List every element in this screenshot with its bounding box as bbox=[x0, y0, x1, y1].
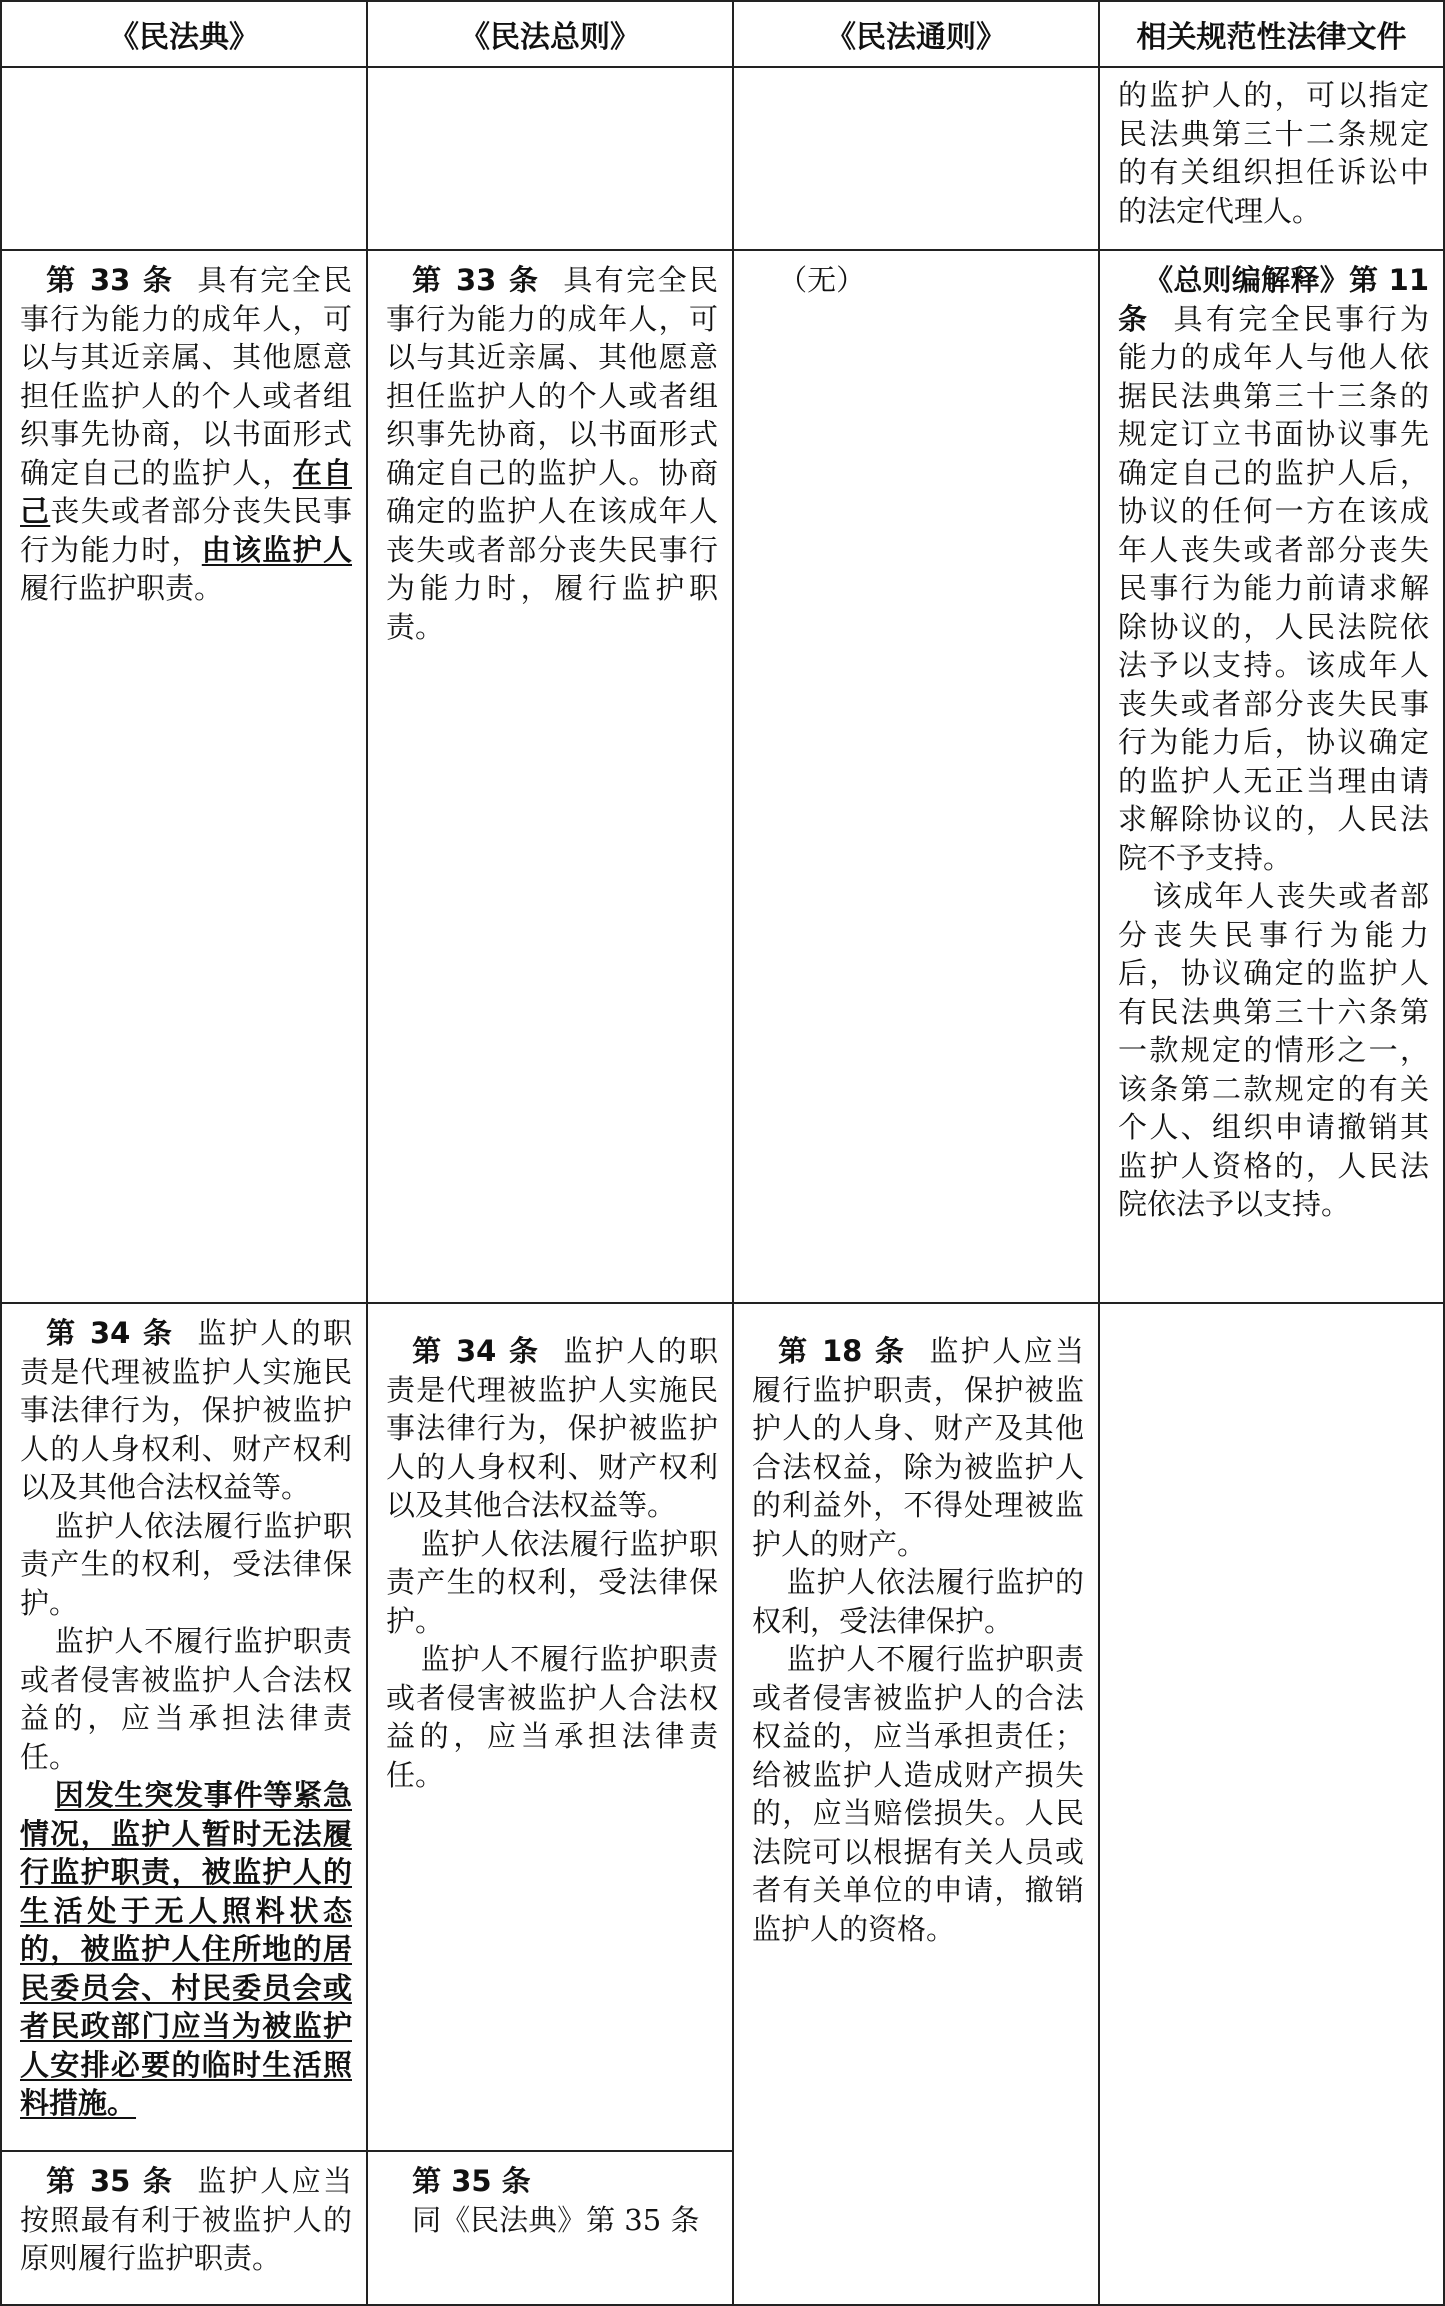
same-as-reference: 同《民法典》第 35 条 bbox=[412, 2202, 700, 2237]
row2-col1 bbox=[0, 1302, 368, 2152]
row1-col4 bbox=[1098, 249, 1445, 1304]
article-number: 第 34 条 bbox=[46, 1316, 175, 1350]
header-general-principles: 《民法通则》 bbox=[732, 0, 1100, 68]
paragraph-3: 监护人不履行监护职责或者侵害被监护人合法权益的，应当承担法律责任。 bbox=[386, 1642, 718, 1792]
source-reference: 《总则编解释》第 11 条 bbox=[1118, 263, 1429, 336]
header-general-provisions: 《民法总则》 bbox=[366, 0, 734, 68]
article-35-general-provisions-heading bbox=[386, 2162, 718, 2201]
article-33-general-provisions: 第 33 条 具有完全民事行为能力的成年人，可以与其近亲属、其他愿意担任监护人的个人或者组织事先协商，以书面形式确定自己的监护人。协商确定的监护人在该成年人丧失或者部分丧失民事行为能力时，履行监护职责。 bbox=[386, 263, 718, 644]
article-number: 第 33 条 bbox=[412, 263, 541, 297]
paragraph-3: 监护人不履行监护职责或者侵害被监护人合法权益的，应当承担法律责任。 bbox=[20, 1624, 352, 1774]
article-35-civil-code: 第 35 条 监护人应当按照最有利于被监护人的原则履行监护职责。 bbox=[20, 2164, 352, 2275]
paragraph-3: 监护人不履行监护职责或者侵害被监护人的合法权益的，应当承担责任；给被监护人造成财产损失的，应当赔偿损失。人民法院可以根据有关人员或者有关单位的申请，撤销监护人的资格。 bbox=[752, 1642, 1084, 1946]
row1-col3 bbox=[732, 249, 1100, 1304]
article-number: 第 35 条 bbox=[46, 2164, 175, 2198]
row0-col1 bbox=[0, 66, 368, 251]
article-number: 第 18 条 bbox=[778, 1334, 907, 1368]
row1-col1 bbox=[0, 249, 368, 1304]
none-marker: （无） bbox=[778, 263, 866, 297]
interpretation-paragraph-2: 该成年人丧失或者部分丧失民事行为能力后，协议确定的监护人有民法典第三十六条第一款规定的情形之一，该条第二款规定的有关个人、组织申请撤销其监护人资格的，人民法院依法予以支持。 bbox=[1118, 879, 1429, 1221]
new-paragraph-4: 因发生突发事件等紧急情况，监护人暂时无法履行监护职责，被监护人的生活处于无人照料状态的，被监护人住所地的居民委员会、村民委员会或者民政部门应当为被监护人安排必要的临时生活照料措施。 bbox=[20, 1778, 352, 2120]
row3-col1 bbox=[0, 2150, 368, 2306]
article-33-civil-code: 第 33 条 具有完全民事行为能力的成年人，可以与其近亲属、其他愿意担任监护人的个人或者组织事先协商，以书面形式确定自己的监护人，在自己丧失或者部分丧失民事行为能力时，由该监护人履行监护职责。 bbox=[20, 263, 352, 605]
row1-col2 bbox=[366, 249, 734, 1304]
continuation-text: 的监护人的，可以指定民法典第三十二条规定的有关组织担任诉讼中的法定代理人。 bbox=[1118, 78, 1429, 228]
article-number: 第 35 条 bbox=[412, 2164, 531, 2198]
article-34-general-provisions: 第 34 条 监护人的职责是代理被监护人实施民事法律行为，保护被监护人的人身权利、财产权利以及其他合法权益等。 bbox=[386, 1334, 718, 1522]
paragraph-2: 监护人依法履行监护职责产生的权利，受法律保护。 bbox=[20, 1508, 352, 1620]
amended-text: 由该监护人 bbox=[201, 532, 352, 567]
article-number: 第 33 条 bbox=[46, 263, 175, 297]
header-related-documents: 相关规范性法律文件 bbox=[1098, 0, 1445, 68]
header-civil-code: 《民法典》 bbox=[0, 0, 368, 68]
article-18-general-principles: 第 18 条 监护人应当履行监护职责，保护被监护人的人身、财产及其他合法权益，除为被监护人的利益外，不得处理被监护人的财产。 bbox=[752, 1334, 1084, 1561]
article-number: 第 34 条 bbox=[412, 1334, 541, 1368]
row0-col3 bbox=[732, 66, 1100, 251]
row2-col3 bbox=[732, 1302, 1100, 2306]
row3-col2 bbox=[366, 2150, 734, 2306]
paragraph-2: 监护人依法履行监护的权利，受法律保护。 bbox=[752, 1565, 1084, 1638]
row0-col2 bbox=[366, 66, 734, 251]
row2-col2 bbox=[366, 1302, 734, 2152]
paragraph-2: 监护人依法履行监护职责产生的权利，受法律保护。 bbox=[386, 1526, 718, 1638]
row0-col4 bbox=[1098, 66, 1445, 251]
amended-text: 在自己 bbox=[20, 455, 352, 528]
row2-col4 bbox=[1098, 1302, 1445, 2306]
interpretation-article-11: 《总则编解释》第 11 条 具有完全民事行为能力的成年人与他人依据民法典第三十三条的规定订立书面协议事先确定自己的监护人后，协议的任何一方在该成年人丧失或者部分丧失民事行为能力前请求解除协议的，人民法院依法予以支持。该成年人丧失或者部分丧失民事行为能力后，协议确定的监护人无正当理由请求解除协议的，人民法院不予支持。 bbox=[1118, 263, 1429, 875]
article-34-civil-code: 第 34 条 监护人的职责是代理被监护人实施民事法律行为，保护被监护人的人身权利、财产权利以及其他合法权益等。 bbox=[20, 1316, 352, 1504]
